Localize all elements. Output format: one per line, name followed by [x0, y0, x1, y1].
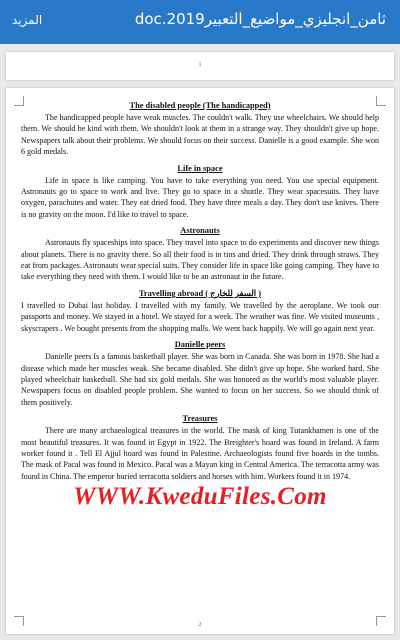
section-heading: Life in space — [177, 163, 223, 173]
watermark-text: WWW.KweduFiles.Com — [73, 483, 327, 510]
page-number: 2 — [198, 622, 202, 628]
document-body — [21, 98, 379, 487]
document-title: ثامن_انجليزي_مواضيع_التعبير2019.doc — [134, 10, 386, 28]
section-paragraph: Danielle peers Is a famous basketball player. She was born in Canada. She was born in 1978. She had a disease which made her muscles weak. She became disabled. She didn't give up hope. She worked hard. She played wheelchair basketball. She had six gold medals. She was honored as the world's most valuable player. Newspapers focus on disabled people problem. She wanted to focus on her success. So we should think of them positively. — [21, 352, 379, 407]
section-heading: The disabled people (The handicapped) — [129, 101, 271, 110]
document-page-2[interactable] — [6, 88, 394, 634]
section-heading: Danielle peers — [174, 340, 226, 350]
section-paragraph: I travelled to Dubai last holiday. I travelled with my family. We travelled by the aeroplane. We took our passports and money. We stayed in a hotel. We stayed for a week. The weather was fine. We visited museums , skyscrapers . We bought presents from the shopping malls. We went back happily. We will go again next year. — [21, 300, 379, 333]
app-toolbar — [0, 0, 400, 44]
section-paragraph: Astronauts fly spaceships into space. They travel into space to do experiments and discover new things about planets. There is no gravity there. So all their food is in tins and dried. They drink through straws. They eat from packages. Astronauts wear special suits. They consider life in space like going camping. They have to take everything they need with them. I would like to be an astronaut in the future. — [21, 238, 379, 282]
section-paragraph: The handicapped people have weak muscles. The couldn't walk. They use wheelchairs. We should help them. We should be kind with them. We shouldn't look at them in a strange way. They shouldn't give up hope. Newspapers talk about their problems. We should focus on their success. Danielle is a good example. She won 6 gold medals. — [21, 113, 379, 157]
document-page-1 — [6, 52, 394, 80]
section-heading: Astronauts — [180, 226, 220, 236]
page-number: 1 — [198, 62, 202, 68]
section-heading: Treasures — [182, 414, 218, 424]
section-paragraph: Life in space is like camping. You have to take everything you need. You use special equipment. Astronauts go to space to work and live. They go to space in a shuttle. They wear spacesuits. They have oxygen, parachutes and water. They eat dried food. They have three meals a day. They don't use knives. There is no gravity on the moon. I'd like to travel to space. — [21, 175, 379, 219]
section-paragraph: There are many archaeological treasures in the world. The mask of king Tutankhamen is one of the most beautiful treasures. It was found in Egypt in 1922. The Breighter's hoard was found in Ireland. A farm worker found it . Tell El Ajjul hoard was found in Palestine. Archaeologists found five hoards in the tombs. The mask of Pacal was found in Mexico. Pacal was a Mayan king in Central America. The terracotta army was found in China. The emperor buried terracotta soldiers and horses with him. Workers found it in 1974. — [21, 426, 379, 481]
section-heading: Travelling abroad ( السفر للخارج ) — [138, 288, 262, 298]
more-button[interactable]: المزيد — [12, 13, 43, 27]
